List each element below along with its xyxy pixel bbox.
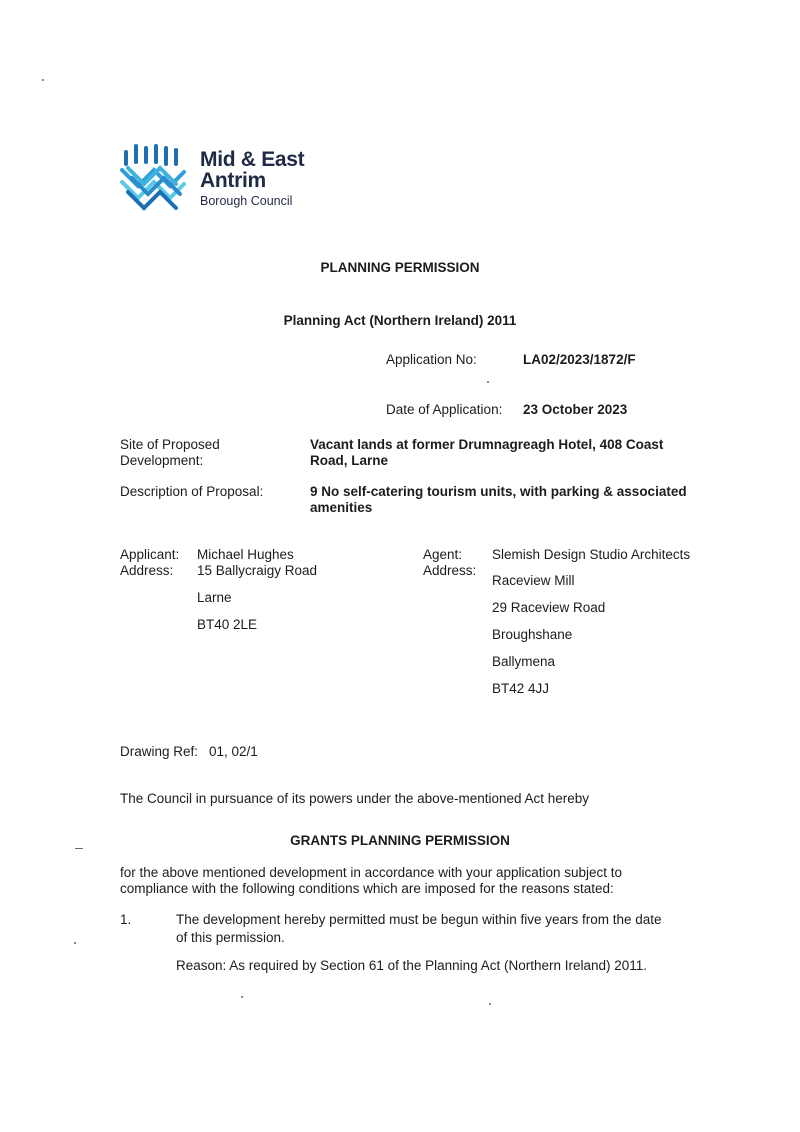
grants-heading: GRANTS PLANNING PERMISSION [290,833,510,848]
logo-line-1: Mid & East [200,148,305,171]
agent-address-line: Raceview Mill [492,573,575,588]
agent-address-line: BT42 4JJ [492,681,550,696]
condition-text-line1: The development hereby permitted must be begun within five years from the date [176,912,662,927]
scan-speck [241,996,243,998]
date-of-application-label: Date of Application: [386,402,503,417]
application-no-label: Application No: [386,352,477,367]
logo-line-2: Antrim [200,169,266,192]
scan-speck [74,942,76,944]
date-of-application-value: 23 October 2023 [523,402,628,417]
applicant-address-line: 15 Ballycraigy Road [197,563,318,578]
act-title: Planning Act (Northern Ireland) 2011 [283,313,517,328]
condition-text-line2: of this permission. [176,930,285,945]
scan-speck [75,848,83,849]
council-logo [118,142,318,220]
logo-mark-icon [118,142,190,214]
agent-address-line: Broughshane [492,627,573,642]
agent-address-line: Ballymena [492,654,556,669]
site-value-line1: Vacant lands at former Drumnagreagh Hotel, 408 Coast [310,437,664,452]
conditions-intro-line1: for the above mentioned development in accordance with your application subject to [120,865,623,880]
condition-number: 1. [120,912,132,927]
applicant-address-line: Larne [197,590,232,605]
agent-address-line: 29 Raceview Road [492,600,606,615]
scan-speck [42,79,44,81]
drawing-ref-label: Drawing Ref: [120,744,199,759]
proposal-label: Description of Proposal: [120,484,264,499]
agent-name: Slemish Design Studio Architects [492,547,691,562]
logo-line-3: Borough Council [200,194,293,208]
agent-label: Agent: [423,547,463,562]
drawing-ref-value: 01, 02/1 [209,744,258,759]
proposal-value-line2: amenities [310,500,373,515]
applicant-name: Michael Hughes [197,547,294,562]
proposal-value-line1: 9 No self-catering tourism units, with parking & associated [310,484,687,499]
applicant-address-line: BT40 2LE [197,617,258,632]
site-label-line2: Development: [120,453,204,468]
scan-speck [489,1003,491,1005]
applicant-label: Applicant: [120,547,180,562]
conditions-intro-line2: compliance with the following conditions which are imposed for the reasons stated: [120,881,614,896]
application-no-value: LA02/2023/1872/F [523,352,636,367]
intro-text: The Council in pursuance of its powers under the above-mentioned Act hereby [120,791,590,806]
site-label-line1: Site of Proposed [120,437,220,452]
applicant-address-label: Address: [120,563,174,578]
condition-reason: Reason: As required by Section 61 of the Planning Act (Northern Ireland) 2011. [176,958,648,973]
page-title: PLANNING PERMISSION [320,260,480,275]
agent-address-label: Address: [423,563,477,578]
site-value-line2: Road, Larne [310,453,389,468]
scan-speck [487,381,489,383]
